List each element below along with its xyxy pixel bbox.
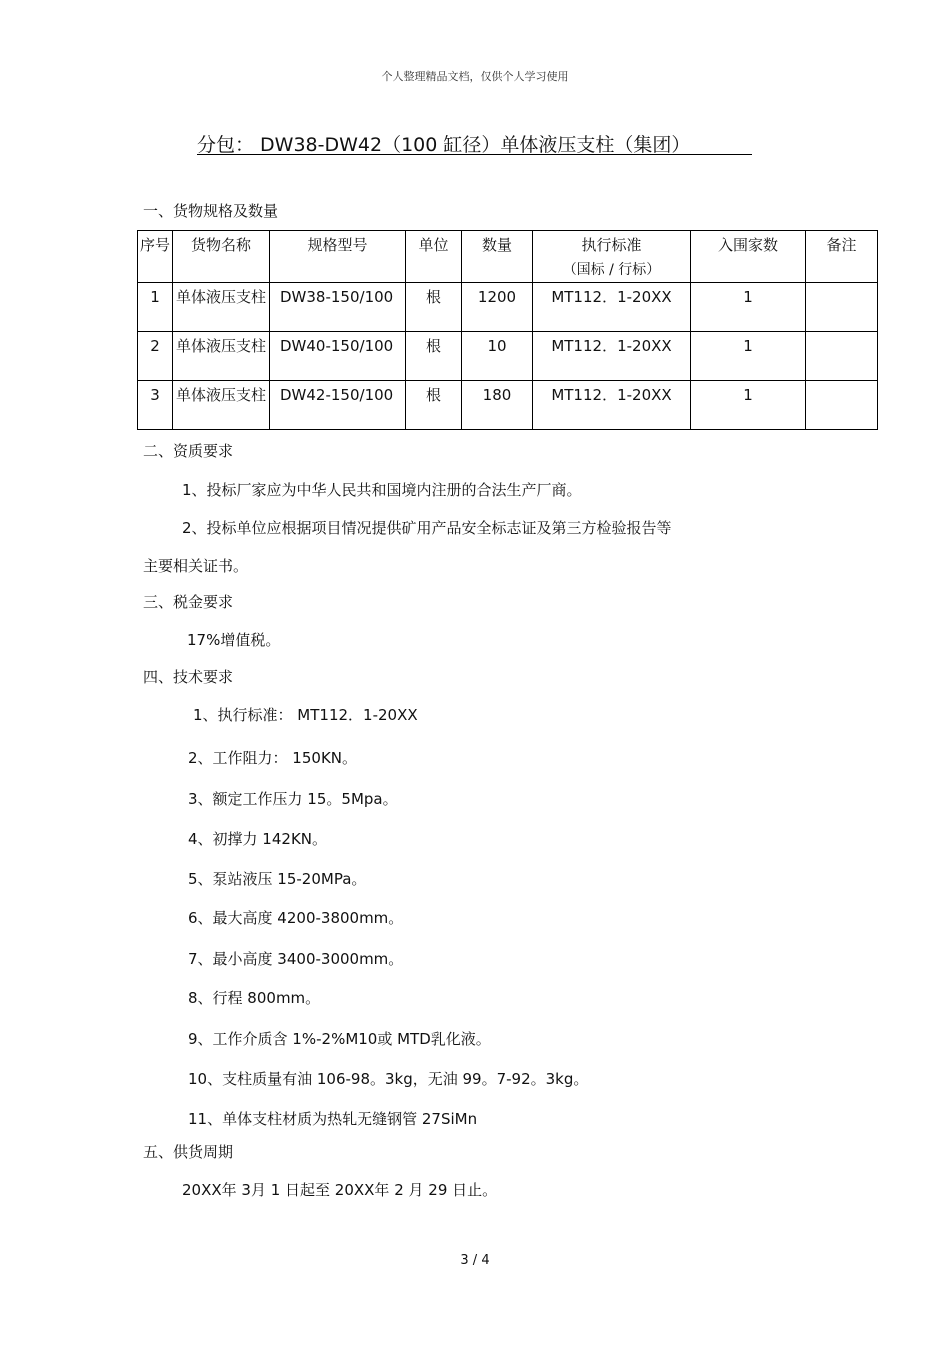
spec-table bbox=[137, 230, 878, 430]
supply-period-text: 20XX年 3月 1 日起至 20XX年 2 月 29 日止。 bbox=[182, 1181, 498, 1199]
tech-item: 4、初撑力 142KN。 bbox=[188, 830, 327, 848]
table-row bbox=[138, 381, 878, 430]
col-header-count: 入围家数 bbox=[691, 231, 806, 283]
table-row bbox=[138, 332, 878, 381]
cell-qty: 1200 bbox=[462, 283, 533, 332]
cell-note bbox=[806, 381, 878, 430]
cell-no: 1 bbox=[138, 283, 173, 332]
cell-standard: MT112．1-20XX bbox=[533, 332, 691, 381]
tech-item: 1、执行标准： MT112．1-20XX bbox=[193, 706, 418, 724]
cell-model: DW38-150/100 bbox=[270, 283, 406, 332]
section-heading-supply: 五、供货周期 bbox=[143, 1143, 234, 1161]
col-header-note: 备注 bbox=[806, 231, 878, 283]
cell-unit: 根 bbox=[406, 283, 462, 332]
section-heading-qualification: 二、资质要求 bbox=[143, 442, 234, 460]
cell-note bbox=[806, 283, 878, 332]
section-heading-tax: 三、税金要求 bbox=[143, 593, 234, 611]
document-title: 分包： DW38-DW42（100 缸径）单体液压支柱（集团） bbox=[197, 134, 691, 156]
cell-no: 2 bbox=[138, 332, 173, 381]
col-header-no: 序号 bbox=[138, 231, 173, 283]
cell-count: 1 bbox=[691, 283, 806, 332]
cell-qty: 10 bbox=[462, 332, 533, 381]
cell-unit: 根 bbox=[406, 332, 462, 381]
section-heading-tech: 四、技术要求 bbox=[143, 668, 234, 686]
cell-standard: MT112．1-20XX bbox=[533, 283, 691, 332]
tech-item: 5、泵站液压 15-20MPa。 bbox=[188, 870, 367, 888]
table-header-row bbox=[138, 231, 878, 283]
col-header-name: 货物名称 bbox=[173, 231, 270, 283]
table-row bbox=[138, 283, 878, 332]
col-header-standard: 执行标准 （国标 / 行标） bbox=[533, 231, 691, 283]
qualification-item-2: 2、投标单位应根据项目情况提供矿用产品安全标志证及第三方检验报告等 bbox=[182, 519, 672, 537]
header-note: 个人整理精品文档，仅供个人学习使用 bbox=[381, 70, 569, 83]
tech-item: 10、支柱质量有油 106-98。3kg，无油 99。7-92。3kg。 bbox=[188, 1070, 589, 1088]
cell-qty: 180 bbox=[462, 381, 533, 430]
title-underline bbox=[197, 154, 752, 155]
cell-unit: 根 bbox=[406, 381, 462, 430]
page-number: 3 / 4 bbox=[460, 1253, 490, 1268]
cell-model: DW40-150/100 bbox=[270, 332, 406, 381]
cell-model: DW42-150/100 bbox=[270, 381, 406, 430]
cell-name: 单体液压支柱 bbox=[173, 381, 270, 430]
cell-note bbox=[806, 332, 878, 381]
cell-no: 3 bbox=[138, 381, 173, 430]
section-heading-specs: 一、货物规格及数量 bbox=[143, 202, 279, 220]
tech-item: 9、工作介质含 1%-2%M10或 MTD乳化液。 bbox=[188, 1030, 491, 1048]
cell-name: 单体液压支柱 bbox=[173, 332, 270, 381]
qualification-item-2-cont: 主要相关证书。 bbox=[143, 557, 249, 575]
tax-text: 17%增值税。 bbox=[187, 631, 281, 649]
col-header-unit: 单位 bbox=[406, 231, 462, 283]
col-header-model: 规格型号 bbox=[270, 231, 406, 283]
tech-item: 7、最小高度 3400-3000mm。 bbox=[188, 950, 404, 968]
tech-item: 6、最大高度 4200-3800mm。 bbox=[188, 909, 404, 927]
qualification-item-1: 1、投标厂家应为中华人民共和国境内注册的合法生产厂商。 bbox=[182, 481, 582, 499]
tech-item: 11、单体支柱材质为热轧无缝钢管 27SiMn bbox=[188, 1110, 478, 1128]
col-header-qty: 数量 bbox=[462, 231, 533, 283]
cell-count: 1 bbox=[691, 332, 806, 381]
tech-item: 2、工作阻力： 150KN。 bbox=[188, 749, 357, 767]
tech-item: 3、额定工作压力 15。5Mpa。 bbox=[188, 790, 398, 808]
cell-standard: MT112．1-20XX bbox=[533, 381, 691, 430]
cell-name: 单体液压支柱 bbox=[173, 283, 270, 332]
tech-item: 8、行程 800mm。 bbox=[188, 989, 321, 1007]
cell-count: 1 bbox=[691, 381, 806, 430]
